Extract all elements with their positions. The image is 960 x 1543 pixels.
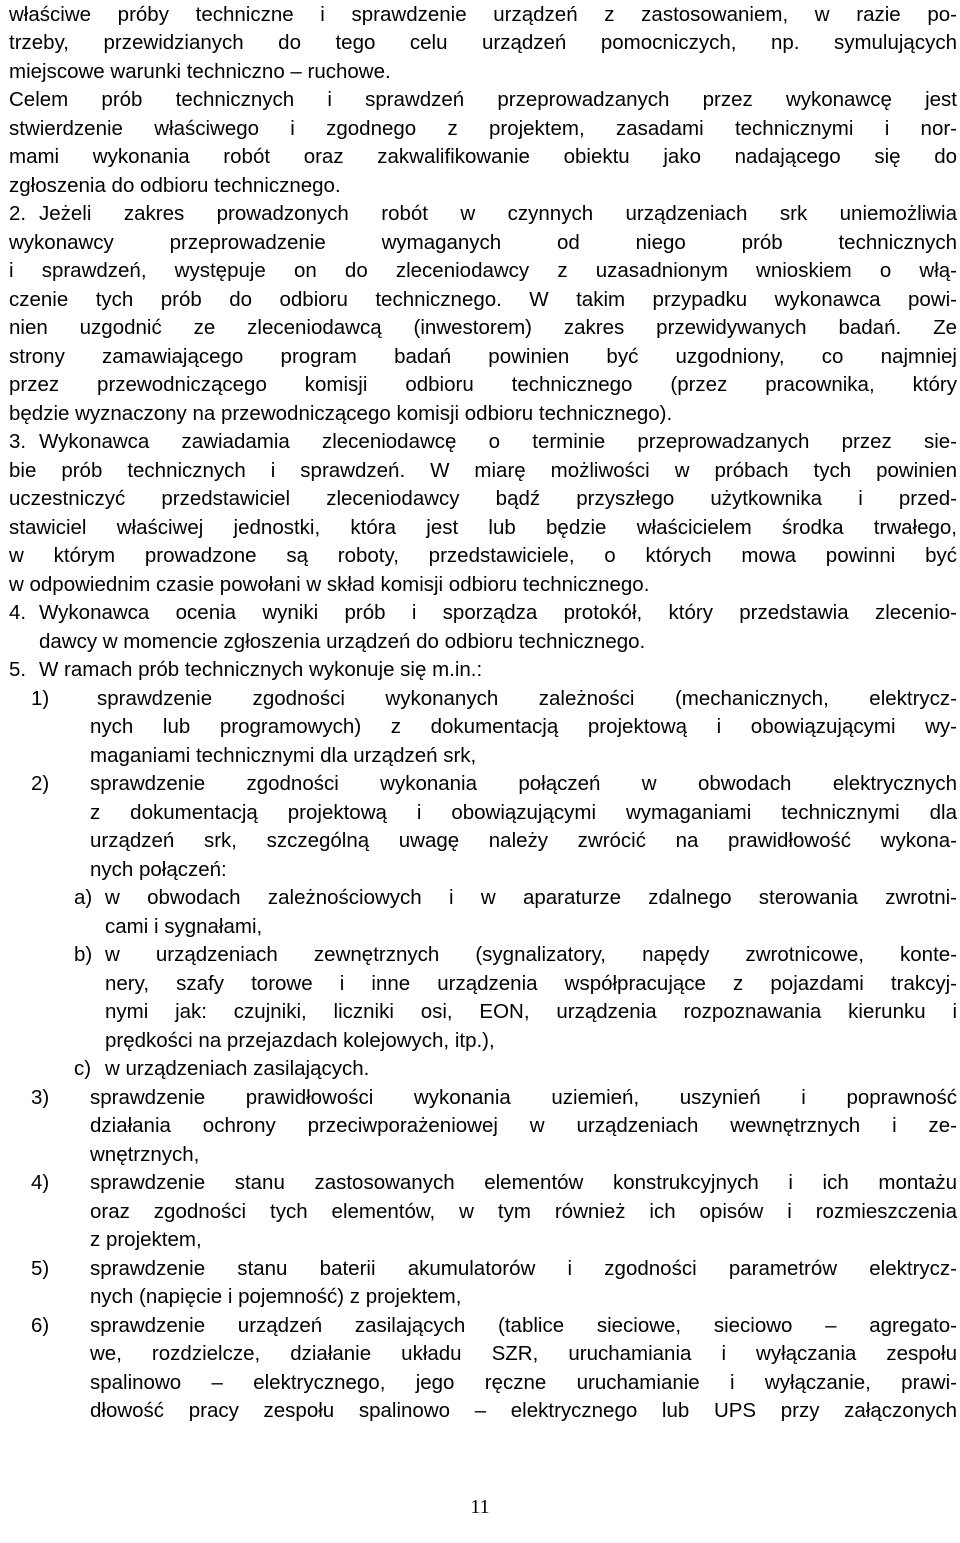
text-line: W ramach prób technicznych wykonuje się m.in.:	[39, 658, 483, 681]
text-line: Wykonawca zawiadamia zleceniodawcę o terminie przeprowadzanych przez sie-	[39, 430, 957, 453]
text-line: stawiciel właściwej jednostki, która jest lub będzie właścicielem środka trwałego,	[9, 516, 957, 539]
text-line: Celem prób technicznych i sprawdzeń przeprowadzanych przez wykonawcę jest	[9, 88, 957, 111]
text-line: sprawdzenie stanu baterii akumulatorów i zgodności parametrów elektrycz-	[90, 1257, 957, 1280]
text-line: prędkości na przejazdach kolejowych, itp.),	[105, 1029, 495, 1052]
text-line: w obwodach zależnościowych i w aparaturze zdalnego sterowania zwrotni-	[105, 886, 957, 909]
text-line: mami wykonania robót oraz zakwalifikowanie obiektu jako nadającego się do	[9, 145, 957, 168]
item-number-5: 5)	[31, 1257, 50, 1280]
text-line: zgłoszenia do odbioru technicznego.	[9, 174, 341, 197]
text-line: sprawdzenie urządzeń zasilających (tablice sieciowe, sieciowo – agregato-	[90, 1314, 957, 1337]
text-line: cami i sygnałami,	[105, 915, 263, 938]
text-line: nien uzgodnić ze zleceniodawcą (inwestorem) zakres przewidywanych badań. Ze	[9, 316, 957, 339]
point-number-5: 5.	[9, 658, 27, 681]
text-line: nych połączeń:	[90, 858, 227, 881]
point-number-4: 4.	[9, 601, 27, 624]
text-line: sprawdzenie prawidłowości wykonania uziemień, uszynień i poprawność	[90, 1086, 957, 1109]
text-line: sprawdzenie stanu zastosowanych elementów konstrukcyjnych i ich montażu	[90, 1171, 957, 1194]
item-number-3: 3)	[31, 1086, 50, 1109]
text-line: w urządzeniach zewnętrznych (sygnalizatory, napędy zwrotnicowe, konte-	[105, 943, 957, 966]
text-line: w urządzeniach zasilających.	[105, 1057, 370, 1080]
text-line: i sprawdzeń, występuje on do zleceniodawcy z uzasadnionym wnioskiem o włą-	[9, 259, 957, 282]
text-line: strony zamawiającego program badań powinien być uzgodniony, co najmniej	[9, 345, 957, 368]
text-line: sprawdzenie zgodności wykonanych zależności (mechanicznych, elektrycz-	[97, 687, 957, 710]
subitem-letter-c: c)	[74, 1057, 92, 1080]
point-number-3: 3.	[9, 430, 27, 453]
text-line: stwierdzenie właściwego i zgodnego z projektem, zasadami technicznymi i nor-	[9, 117, 957, 140]
text-line: maganiami technicznymi dla urządzeń srk,	[90, 744, 477, 767]
point-number-2: 2.	[9, 202, 27, 225]
text-line: z projektem,	[90, 1228, 202, 1251]
text-line: Jeżeli zakres prowadzonych robót w czynnych urządzeniach srk uniemożliwia	[39, 202, 957, 225]
text-line: sprawdzenie zgodności wykonania połączeń w obwodach elektrycznych	[90, 772, 957, 795]
text-line: trzeby, przewidzianych do tego celu urządzeń pomocniczych, np. symulujących	[9, 31, 957, 54]
text-line: we, rozdzielcze, działanie układu SZR, uruchamiania i wyłączania zespołu	[90, 1342, 957, 1365]
text-line: dłowość pracy zespołu spalinowo – elektrycznego lub UPS przy załączonych	[90, 1399, 957, 1422]
item-number-4: 4)	[31, 1171, 50, 1194]
subitem-letter-b: b)	[74, 943, 93, 966]
text-line: uczestniczyć przedstawiciel zleceniodawcy bądź przyszłego użytkownika i przed-	[9, 487, 957, 510]
text-line: nych lub programowych) z dokumentacją projektową i obowiązującymi wy-	[90, 715, 957, 738]
text-line: nych (napięcie i pojemność) z projektem,	[90, 1285, 462, 1308]
text-line: właściwe próby techniczne i sprawdzenie urządzeń z zastosowaniem, w razie po-	[9, 3, 957, 26]
text-line: urządzeń srk, szczególną uwagę należy zwrócić na prawidłowość wykona-	[90, 829, 957, 852]
item-number-6: 6)	[31, 1314, 50, 1337]
text-line: czenie tych prób do odbioru technicznego. W takim przypadku wykonawca powi-	[9, 288, 957, 311]
item-number-1: 1)	[31, 687, 50, 710]
text-line: nery, szafy torowe i inne urządzenia współpracujące z pojazdami trakcyj-	[105, 972, 957, 995]
text-line: spalinowo – elektrycznego, jego ręczne uruchamianie i wyłączanie, prawi-	[90, 1371, 957, 1394]
text-line: będzie wyznaczony na przewodniczącego komisji odbioru technicznego).	[9, 402, 673, 425]
text-line: przez przewodniczącego komisji odbioru technicznego (przez pracownika, który	[9, 373, 957, 396]
text-line: w którym prowadzone są roboty, przedstawiciele, o których mowa powinni być	[9, 544, 957, 567]
text-line: dawcy w momencie zgłoszenia urządzeń do odbioru technicznego.	[39, 630, 646, 653]
text-line: w odpowiednim czasie powołani w skład komisji odbioru technicznego.	[9, 573, 650, 596]
text-line: oraz zgodności tych elementów, w tym również ich opisów i rozmieszczenia	[90, 1200, 957, 1223]
page-number: 11	[470, 1496, 490, 1518]
text-line: wnętrznych,	[90, 1143, 200, 1166]
text-line: Wykonawca ocenia wyniki prób i sporządza protokół, który przedstawia zlecenio-	[39, 601, 957, 624]
item-number-2: 2)	[31, 772, 50, 795]
text-line: miejscowe warunki techniczno – ruchowe.	[9, 60, 391, 83]
text-line: działania ochrony przeciwporażeniowej w urządzeniach wewnętrznych i ze-	[90, 1114, 957, 1137]
text-line: bie prób technicznych i sprawdzeń. W miarę możliwości w próbach tych powinien	[9, 459, 957, 482]
text-line: z dokumentacją projektową i obowiązującymi wymaganiami technicznymi dla	[90, 801, 957, 824]
subitem-letter-a: a)	[74, 886, 93, 909]
text-line: wykonawcy przeprowadzenie wymaganych od niego prób technicznych	[9, 231, 957, 254]
text-line: nymi jak: czujniki, liczniki osi, EON, urządzenia rozpoznawania kierunku i	[105, 1000, 957, 1023]
